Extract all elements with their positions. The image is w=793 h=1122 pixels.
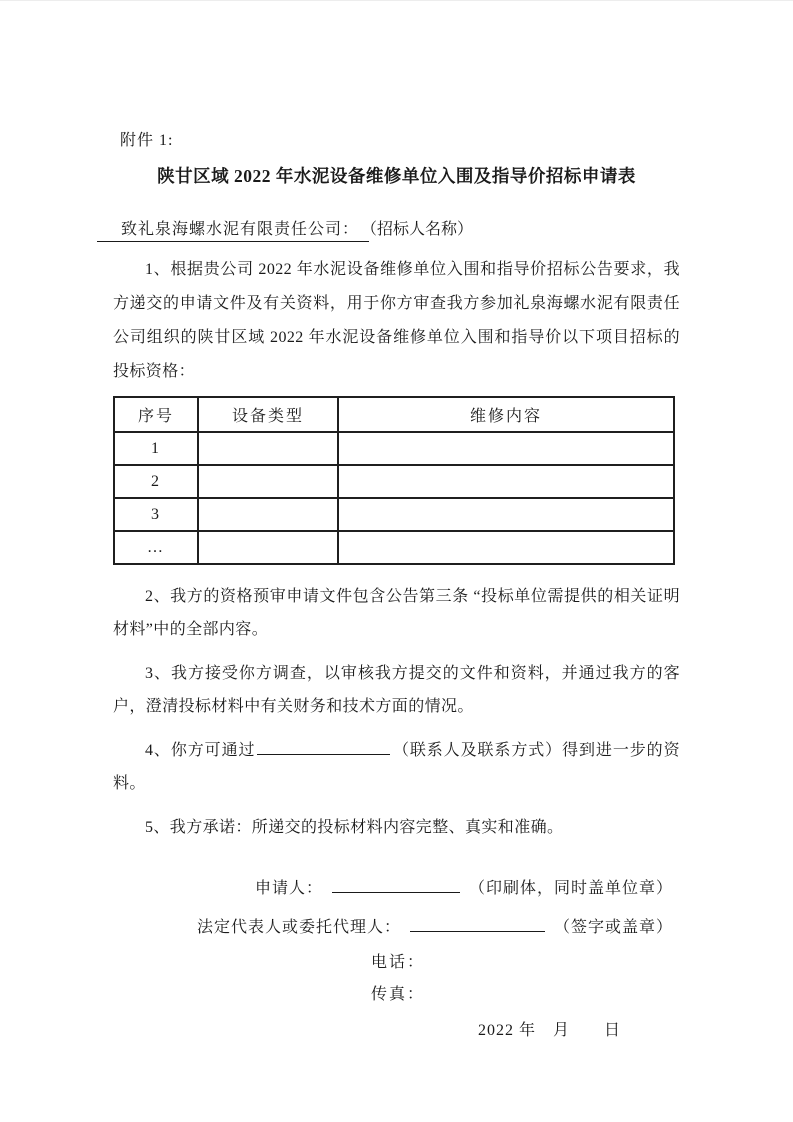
representative-label: 法定代表人或委托代理人： <box>196 919 401 936</box>
table-cell-index: … <box>114 531 198 564</box>
table-cell-content <box>338 465 674 498</box>
column-header-repair-content: 维修内容 <box>338 397 674 432</box>
column-header-equipment-type: 设备类型 <box>198 397 338 432</box>
table-header-row <box>114 397 674 432</box>
applicant-blank-line <box>332 877 460 893</box>
table-cell-index: 2 <box>114 465 198 498</box>
table-row <box>114 465 674 498</box>
paragraph-4-suffix: （联系人及联系方式）得到进一步的资料。 <box>113 742 680 792</box>
column-header-index: 序号 <box>114 397 198 432</box>
representative-line <box>113 908 673 947</box>
table-cell-content <box>338 432 674 465</box>
page-title: 陕甘区域 2022 年水泥设备维修单位入围及指导价招标申请表 <box>157 166 636 186</box>
paragraph-2: 2、我方的资格预审申请文件包含公告第三条 “投标单位需提供的相关证明材料”中的全部内容。 <box>113 588 680 638</box>
table-cell-content <box>338 498 674 531</box>
paragraph-5: 5、我方承诺：所递交的投标材料内容完整、真实和准确。 <box>145 819 564 836</box>
table-cell-type <box>198 531 338 564</box>
applicant-line <box>113 869 673 908</box>
table-cell-type <box>198 498 338 531</box>
table-cell-index: 1 <box>114 432 198 465</box>
paragraph-4-prefix: 4、你方可通过 <box>145 742 256 759</box>
applicant-label: 申请人： <box>254 880 323 897</box>
paragraph-1: 1、根据贵公司 2022 年水泥设备维修单位入围和指导价招标公告要求，我方递交的申请文件及有关资料，用于你方审查我方参加礼泉海螺水泥有限责任公司组织的陕甘区域 2022 年水泥设备维修单位入围和指导价以下项目招标的投标资格： <box>113 261 680 380</box>
table-row <box>114 531 674 564</box>
document-content <box>0 1 793 1048</box>
paragraph-3: 3、我方接受你方调查，以审核我方提交的文件和资料，并通过我方的客户，澄清投标材料中有关财务和技术方面的情况。 <box>113 665 680 715</box>
equipment-table <box>113 396 675 565</box>
attachment-label: 附件 1: <box>120 132 174 149</box>
table-row <box>114 432 674 465</box>
table-cell-index: 3 <box>114 498 198 531</box>
addressee-line <box>113 219 680 241</box>
table-cell-content <box>338 531 674 564</box>
representative-blank-line <box>410 916 545 932</box>
fax-line: 传真： <box>371 986 426 1003</box>
signature-block <box>113 869 673 1048</box>
addressee-note: （招标人名称） <box>369 221 474 238</box>
addressee-name: 致礼泉海螺水泥有限责任公司： <box>97 221 369 242</box>
table-cell-type <box>198 432 338 465</box>
table-row <box>114 498 674 531</box>
phone-line: 电话： <box>371 954 426 971</box>
representative-note: （签字或盖章） <box>553 919 673 936</box>
table-cell-type <box>198 465 338 498</box>
date-line: 2022 年 月 日 <box>478 1022 622 1039</box>
contact-blank-line <box>257 739 390 755</box>
applicant-note: （印刷体，同时盖单位章） <box>468 880 673 897</box>
paragraph-4 <box>113 734 680 800</box>
